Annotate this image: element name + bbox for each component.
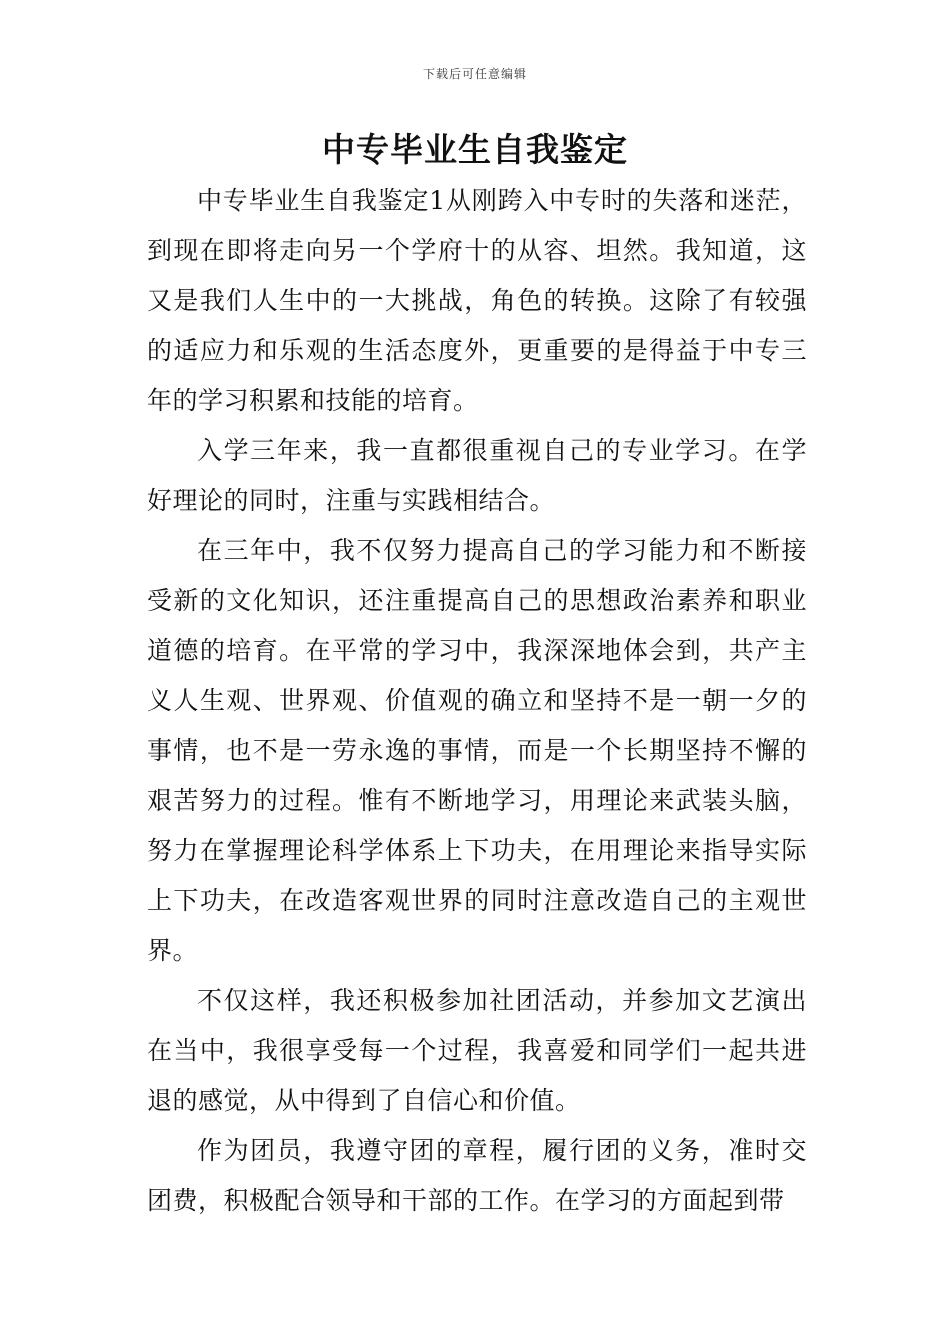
document-title: 中专毕业生自我鉴定 [322, 130, 628, 169]
document-body [147, 176, 807, 1226]
header-note: 下载后可任意编辑 [422, 67, 527, 81]
paragraph-1: 中专毕业生自我鉴定1从刚跨入中专时的失落和迷茫，到现在即将走向另一个学府十的从容、坦然。我知道，这又是我们人生中的一大挑战，角色的转换。这除了有较强的适应力和乐观的生活态度外，更重要的是得益于中专三年的学习积累和技能的培育。 [147, 186, 807, 415]
paragraph-3: 在三年中，我不仅努力提高自己的学习能力和不断接受新的文化知识，还注重提高自己的思想政治素养和职业道德的培育。在平常的学习中，我深深地体会到，共产主义人生观、世界观、价值观的确立和坚持不是一朝一夕的事情，也不是一劳永逸的事情，而是一个长期坚持不懈的艰苦努力的过程。惟有不断地学习，用理论来武装头脑，努力在掌握理论科学体系上下功夫，在用理论来指导实际上下功夫，在改造客观世界的同时注意改造自己的主观世界。 [147, 536, 807, 965]
paragraph-2: 入学三年来，我一直都很重视自己的专业学习。在学好理论的同时，注重与实践相结合。 [147, 436, 807, 515]
paragraph-4: 不仅这样，我还积极参加社团活动，并参加文艺演出在当中，我很享受每一个过程，我喜爱和同学们一起共进退的感觉，从中得到了自信心和价值。 [147, 986, 807, 1115]
paragraph-5: 作为团员，我遵守团的章程，履行团的义务，准时交团费，积极配合领导和干部的工作。在学习的方面起到带 [147, 1136, 807, 1215]
